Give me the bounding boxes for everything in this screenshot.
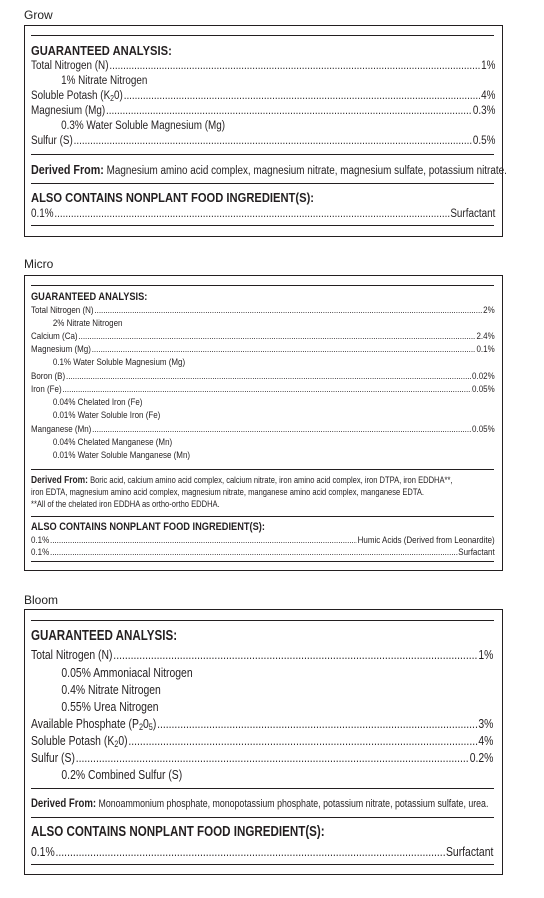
divider-rule — [31, 183, 494, 184]
bloom-section-title: Bloom — [24, 593, 59, 607]
analysis-row: Manganese (Mn) ..... 0.05% — [31, 424, 495, 435]
analysis-row: Sulfur (S) ..... 0.5% — [31, 135, 495, 147]
analysis-row: Iron (Fe) ..... 0.05% — [31, 384, 495, 395]
analysis-row: Total Nitrogen (N) ..... 1% — [31, 60, 495, 72]
analysis-row: Soluble Potash $(K_20)$ ..... 4% — [31, 733, 493, 748]
ingredient-row: 0.1% ..... Humic Acids (Derived from Leonardite) — [31, 535, 495, 546]
bottom-rule — [31, 561, 494, 562]
derived-from-text-line2: iron EDTA, magnesium amino acid complex, magnesium nitrate, manganese amino acid complex, manganese EDTA. — [31, 487, 425, 497]
derived-from-text: Derived From: Magnesium amino acid complex, magnesium nitrate, magnesium sulfate, potassium nitrate. — [31, 163, 507, 177]
analysis-row: Boron (B) ..... 0.02% — [31, 371, 495, 382]
analysis-row: Calcium (Ca) ..... 2.4% — [31, 331, 495, 342]
guaranteed-analysis-heading: GUARANTEED ANALYSIS: — [31, 291, 148, 303]
analysis-subrow: 0.2% Combined Sulfur (S) — [61, 767, 183, 782]
analysis-row: Sulfur (S) ..... 0.2% — [31, 750, 493, 765]
analysis-subrow: 0.4% Nitrate Nitrogen — [61, 682, 161, 697]
divider-rule — [31, 788, 494, 789]
guaranteed-analysis-heading: GUARANTEED ANALYSIS: — [31, 43, 172, 58]
also-contains-heading: ALSO CONTAINS NONPLANT FOOD INGREDIENT(S): — [31, 824, 325, 840]
analysis-subrow: 0.04% Chelated Manganese (Mn) — [52, 437, 173, 448]
analysis-subrow: 0.01% Water Soluble Manganese (Mn) — [52, 450, 191, 461]
analysis-subrow: 0.1% Water Soluble Magnesium (Mg) — [52, 357, 186, 368]
analysis-subrow: 0.05% Ammoniacal Nitrogen — [61, 665, 193, 680]
micro-label-panel — [24, 275, 503, 571]
analysis-row: Available Phosphate $(P_20_5)$ ..... 3% — [31, 716, 493, 731]
analysis-row: Soluble Potash $(K_20)$ ..... 4% — [31, 90, 495, 102]
grow-label-panel — [24, 25, 507, 237]
divider-rule — [31, 154, 494, 155]
ingredient-row: 0.1% ..... Surfactant — [31, 208, 495, 220]
analysis-subrow: 0.55% Urea Nitrogen — [61, 699, 159, 714]
analysis-subrow: 0.3% Water Soluble Magnesium (Mg) — [61, 120, 226, 132]
bloom-label-panel — [24, 609, 503, 875]
derived-from-text: Derived From: Boric acid, calcium amino acid complex, calcium nitrate, iron amino acid complex, iron DTPA, iron EDDHA**, — [31, 475, 453, 486]
analysis-subrow: 0.01% Water Soluble Iron (Fe) — [52, 410, 161, 421]
ingredient-row: 0.1% ..... Surfactant — [31, 547, 495, 558]
top-rule — [31, 620, 494, 621]
analysis-subrow: 1% Nitrate Nitrogen — [61, 75, 148, 87]
derived-from-text: Derived From: Monoammonium phosphate, monopotassium phosphate, potassium nitrate, potassium sulfate, urea. — [31, 796, 489, 810]
guaranteed-analysis-heading: GUARANTEED ANALYSIS: — [31, 628, 178, 644]
top-rule — [31, 35, 494, 36]
top-rule — [31, 285, 494, 286]
analysis-subrow: 2% Nitrate Nitrogen — [52, 318, 123, 329]
ingredient-row: 0.1% ..... Surfactant — [31, 844, 493, 859]
divider-rule — [31, 817, 494, 818]
divider-rule — [31, 469, 494, 470]
analysis-row: Total Nitrogen (N) ..... 1% — [31, 647, 493, 662]
analysis-row: Magnesium (Mg) ..... 0.3% — [31, 105, 495, 117]
also-contains-heading: ALSO CONTAINS NONPLANT FOOD INGREDIENT(S): — [31, 521, 265, 533]
analysis-subrow: 0.04% Chelated Iron (Fe) — [52, 397, 143, 408]
also-contains-heading: ALSO CONTAINS NONPLANT FOOD INGREDIENT(S): — [31, 190, 315, 205]
bottom-rule — [31, 864, 494, 865]
grow-section-title: Grow — [24, 8, 53, 22]
derived-from-footnote: **All of the chelated iron EDDHA as ortho-ortho EDDHA. — [31, 499, 220, 509]
bottom-rule — [31, 225, 494, 226]
analysis-row: Total Nitrogen (N) ..... 2% — [31, 305, 495, 316]
micro-section-title: Micro — [24, 257, 54, 271]
divider-rule — [31, 516, 494, 517]
analysis-row: Magnesium (Mg) ..... 0.1% — [31, 344, 495, 355]
